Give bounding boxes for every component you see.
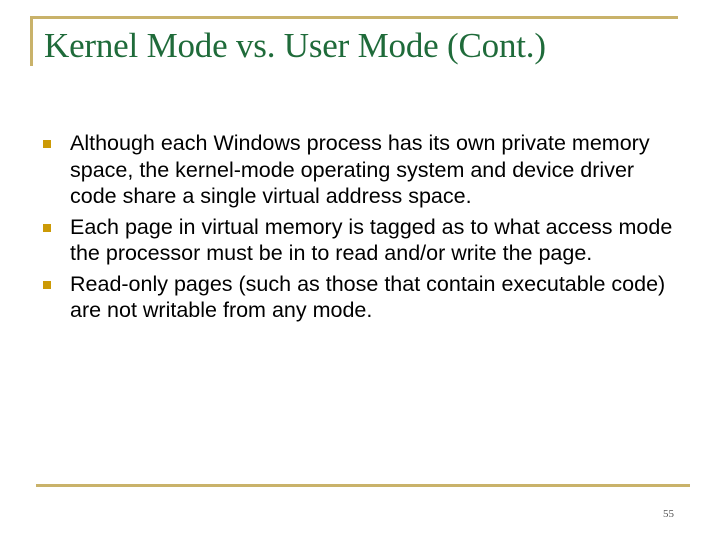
slide-title: Kernel Mode vs. User Mode (Cont.): [44, 26, 546, 65]
bullet-item: [43, 214, 683, 267]
square-bullet-icon: [43, 224, 51, 232]
bullet-item: [43, 271, 683, 324]
bullet-list: [43, 130, 683, 328]
square-bullet-icon: [43, 281, 51, 289]
bullet-text: Read-only pages (such as those that contain executable code) are not writable from any mode.: [70, 271, 666, 322]
top-gold-rule: [30, 16, 678, 19]
page-number: 55: [663, 508, 674, 520]
left-gold-rule: [30, 16, 33, 66]
bottom-gold-rule: [36, 484, 690, 487]
square-bullet-icon: [43, 140, 51, 148]
bullet-item: [43, 130, 683, 210]
bullet-text: Each page in virtual memory is tagged as to what access mode the processor must be in to read and/or write the page.: [70, 214, 673, 265]
bullet-text: Although each Windows process has its own private memory space, the kernel-mode operating system and device driver code share a single virtual address space.: [70, 131, 650, 208]
